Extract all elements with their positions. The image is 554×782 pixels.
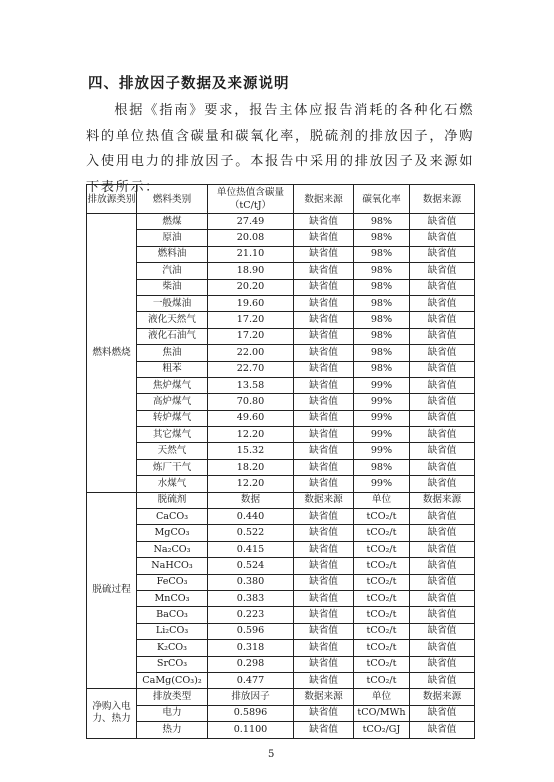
table-cell: 98% [354, 246, 410, 262]
emission-factor-table [86, 184, 475, 739]
table-cell: 98% [354, 459, 410, 475]
table-cell: 缺省值 [410, 427, 475, 443]
table-cell: 缺省值 [294, 607, 354, 623]
table-cell: 0.477 [208, 672, 294, 688]
desulf-row [87, 607, 475, 623]
table-cell: 0.1100 [208, 722, 294, 738]
power-subheader-row [87, 689, 475, 705]
fuel-row [87, 361, 475, 377]
table-cell: 缺省值 [410, 345, 475, 361]
table-cell: 缺省值 [410, 656, 475, 672]
table-cell: tCO₂/t [354, 541, 410, 557]
table-cell: 99% [354, 377, 410, 393]
table-cell: 99% [354, 476, 410, 492]
table-cell: 液化石油气 [137, 328, 208, 344]
table-cell: 缺省值 [294, 705, 354, 721]
table-cell: 99% [354, 427, 410, 443]
desulf-row [87, 623, 475, 639]
fuel-row [87, 476, 475, 492]
table-cell: 99% [354, 394, 410, 410]
subheader-cell: 脱硫剂 [137, 492, 208, 508]
table-cell: 49.60 [208, 410, 294, 426]
table-cell: 焦油 [137, 345, 208, 361]
table-cell: 0.5896 [208, 705, 294, 721]
table-cell: 17.20 [208, 328, 294, 344]
table-cell: 高炉煤气 [137, 394, 208, 410]
table-cell: 炼厂干气 [137, 459, 208, 475]
table-cell: 缺省值 [294, 558, 354, 574]
fuel-row [87, 312, 475, 328]
table-cell: 缺省值 [410, 361, 475, 377]
subheader-cell: 单位 [354, 492, 410, 508]
table-cell: FeCO₃ [137, 574, 208, 590]
table-cell: 燃料油 [137, 246, 208, 262]
table-cell: tCO₂/t [354, 525, 410, 541]
table-cell: 0.383 [208, 590, 294, 606]
table-cell: 缺省值 [410, 640, 475, 656]
table-cell: 天然气 [137, 443, 208, 459]
table-cell: 缺省值 [410, 574, 475, 590]
table-cell: 缺省值 [410, 230, 475, 246]
table-cell: 燃煤 [137, 214, 208, 230]
table-cell: 缺省值 [294, 295, 354, 311]
category-cell: 净购入电力、热力 [87, 689, 137, 738]
table-cell: 缺省值 [410, 672, 475, 688]
table-cell: 99% [354, 410, 410, 426]
table-cell: 缺省值 [410, 263, 475, 279]
table-cell: 12.20 [208, 476, 294, 492]
table-cell: 17.20 [208, 312, 294, 328]
fuel-row [87, 263, 475, 279]
table-cell: 20.08 [208, 230, 294, 246]
intro-paragraph-text: 根据《指南》要求，报告主体应报告消耗的各种化石燃料的单位热值含碳量和碳氧化率，脱硫剂的排放因子，净购入使用电力的排放因子。本报告中采用的排放因子及来源如下表所示： [86, 103, 474, 195]
power-row [87, 705, 475, 721]
table-cell: tCO₂/t [354, 656, 410, 672]
header-cell: 碳氧化率 [354, 185, 410, 214]
subheader-cell: 数据来源 [294, 492, 354, 508]
table-cell: 21.10 [208, 246, 294, 262]
desulf-row [87, 525, 475, 541]
table-cell: CaMg(CO₃)₂ [137, 672, 208, 688]
subheader-cell: 数据来源 [410, 492, 475, 508]
table-cell: tCO₂/t [354, 640, 410, 656]
table-cell: 其它煤气 [137, 427, 208, 443]
table-header-row [87, 185, 475, 214]
table-cell: 缺省值 [410, 214, 475, 230]
table-cell: 0.596 [208, 623, 294, 639]
category-cell: 脱硫过程 [87, 492, 137, 689]
header-cell: 排放源类别 [87, 185, 137, 214]
table-cell: 98% [354, 345, 410, 361]
table-cell: tCO₂/GJ [354, 722, 410, 738]
desulf-row [87, 590, 475, 606]
fuel-row [87, 443, 475, 459]
table-cell: 22.70 [208, 361, 294, 377]
table-cell: 缺省值 [410, 541, 475, 557]
fuel-row [87, 230, 475, 246]
table-cell: 焦炉煤气 [137, 377, 208, 393]
fuel-row [87, 410, 475, 426]
desulf-row [87, 509, 475, 525]
table-cell: 缺省值 [294, 230, 354, 246]
table-cell: 缺省值 [410, 328, 475, 344]
desulf-subheader-row [87, 492, 475, 508]
subheader-cell: 数据 [208, 492, 294, 508]
table-cell: 0.415 [208, 541, 294, 557]
fuel-row [87, 377, 475, 393]
table-cell: 缺省值 [410, 722, 475, 738]
table-cell: 缺省值 [294, 541, 354, 557]
table-cell: 15.32 [208, 443, 294, 459]
table-cell: K₂CO₃ [137, 640, 208, 656]
table-cell: 缺省值 [294, 214, 354, 230]
desulf-row [87, 656, 475, 672]
fuel-row [87, 328, 475, 344]
table-cell: 缺省值 [410, 459, 475, 475]
desulf-row [87, 640, 475, 656]
fuel-row [87, 345, 475, 361]
desulf-row [87, 558, 475, 574]
table-cell: 缺省值 [294, 722, 354, 738]
table-cell: 22.00 [208, 345, 294, 361]
table-cell: 19.60 [208, 295, 294, 311]
table-cell: 0.318 [208, 640, 294, 656]
table-cell: 0.524 [208, 558, 294, 574]
desulf-row [87, 672, 475, 688]
table-cell: 缺省值 [294, 328, 354, 344]
table-cell: 缺省值 [294, 312, 354, 328]
fuel-row [87, 427, 475, 443]
table-cell: MgCO₃ [137, 525, 208, 541]
table-cell: 缺省值 [410, 394, 475, 410]
table-cell: 12.20 [208, 427, 294, 443]
table-cell: tCO₂/t [354, 607, 410, 623]
table-cell: 0.223 [208, 607, 294, 623]
table-cell: tCO₂/t [354, 590, 410, 606]
category-cell: 燃料燃烧 [87, 214, 137, 493]
table-cell: 缺省值 [294, 246, 354, 262]
table-cell: 缺省值 [294, 279, 354, 295]
table-cell: tCO₂/t [354, 574, 410, 590]
table-cell: 缺省值 [410, 590, 475, 606]
table-cell: 缺省值 [410, 558, 475, 574]
table-cell: 缺省值 [410, 279, 475, 295]
table-cell: 27.49 [208, 214, 294, 230]
table-cell: 98% [354, 312, 410, 328]
table-cell: 缺省值 [294, 361, 354, 377]
table-cell: 缺省值 [410, 509, 475, 525]
table-cell: 缺省值 [294, 377, 354, 393]
header-cell: 数据来源 [410, 185, 475, 214]
header-cell: 燃料类别 [137, 185, 208, 214]
table-cell: 缺省值 [410, 705, 475, 721]
fuel-row [87, 394, 475, 410]
table-cell: 70.80 [208, 394, 294, 410]
table-cell: Li₂CO₃ [137, 623, 208, 639]
table-cell: 缺省值 [294, 427, 354, 443]
fuel-row [87, 246, 475, 262]
table-cell: 水煤气 [137, 476, 208, 492]
table-cell: Na₂CO₃ [137, 541, 208, 557]
table-cell: 20.20 [208, 279, 294, 295]
table-cell: 缺省值 [294, 263, 354, 279]
table-cell: 缺省值 [294, 640, 354, 656]
table-cell: 缺省值 [410, 377, 475, 393]
table-cell: 缺省值 [294, 410, 354, 426]
table-cell: 0.298 [208, 656, 294, 672]
page-number: 5 [268, 749, 275, 760]
table-cell: 缺省值 [294, 345, 354, 361]
table-cell: 98% [354, 361, 410, 377]
table-cell: 98% [354, 295, 410, 311]
power-row [87, 722, 475, 738]
table-cell: tCO₂/t [354, 558, 410, 574]
table-cell: 缺省值 [410, 525, 475, 541]
table-cell: 缺省值 [294, 623, 354, 639]
table-cell: 热力 [137, 722, 208, 738]
subheader-cell: 数据来源 [410, 689, 475, 705]
table-cell: 缺省值 [294, 394, 354, 410]
fuel-row [87, 214, 475, 230]
table-cell: 缺省值 [294, 525, 354, 541]
table-cell: SrCO₃ [137, 656, 208, 672]
table-cell: 缺省值 [410, 246, 475, 262]
table-cell: 柴油 [137, 279, 208, 295]
table-cell: 缺省值 [294, 656, 354, 672]
fuel-row [87, 459, 475, 475]
table-cell: 缺省值 [294, 443, 354, 459]
table-cell: 缺省值 [410, 607, 475, 623]
table-cell: 缺省值 [294, 672, 354, 688]
table-cell: 缺省值 [410, 312, 475, 328]
table-cell: 原油 [137, 230, 208, 246]
table-cell: 汽油 [137, 263, 208, 279]
subheader-cell: 单位 [354, 689, 410, 705]
table-cell: 98% [354, 328, 410, 344]
table-cell: 粗苯 [137, 361, 208, 377]
header-cell: 单位热值含碳量（tC/tJ） [208, 185, 294, 214]
section-heading: 四、排放因子数据及来源说明 [88, 76, 290, 92]
table-cell: 缺省值 [294, 509, 354, 525]
fuel-row [87, 295, 475, 311]
table-cell: 0.380 [208, 574, 294, 590]
table-cell: 缺省值 [294, 574, 354, 590]
table-cell: BaCO₃ [137, 607, 208, 623]
table-cell: 98% [354, 279, 410, 295]
subheader-cell: 排放因子 [208, 689, 294, 705]
table-cell: 0.522 [208, 525, 294, 541]
table-cell: 缺省值 [410, 443, 475, 459]
table-cell: 缺省值 [410, 295, 475, 311]
table-cell: 缺省值 [294, 590, 354, 606]
table-cell: MnCO₃ [137, 590, 208, 606]
table-cell: 98% [354, 214, 410, 230]
table-cell: tCO/MWh [354, 705, 410, 721]
desulf-row [87, 574, 475, 590]
table-cell: 99% [354, 443, 410, 459]
table-cell: 一般煤油 [137, 295, 208, 311]
table-cell: 缺省值 [294, 459, 354, 475]
table-cell: tCO₂/t [354, 509, 410, 525]
header-cell: 数据来源 [294, 185, 354, 214]
table-cell: CaCO₃ [137, 509, 208, 525]
subheader-cell: 排放类型 [137, 689, 208, 705]
table-cell: 13.58 [208, 377, 294, 393]
table-cell: NaHCO₃ [137, 558, 208, 574]
table-cell: 液化天然气 [137, 312, 208, 328]
table-cell: 电力 [137, 705, 208, 721]
table-cell: 转炉煤气 [137, 410, 208, 426]
table-cell: tCO₂/t [354, 623, 410, 639]
fuel-row [87, 279, 475, 295]
table-cell: tCO₂/t [354, 672, 410, 688]
table-cell: 缺省值 [410, 410, 475, 426]
table-cell: 缺省值 [410, 476, 475, 492]
table-cell: 0.440 [208, 509, 294, 525]
table-cell: 18.20 [208, 459, 294, 475]
table-cell: 缺省值 [410, 623, 475, 639]
table-cell: 98% [354, 263, 410, 279]
table-cell: 18.90 [208, 263, 294, 279]
desulf-row [87, 541, 475, 557]
subheader-cell: 数据来源 [294, 689, 354, 705]
table-cell: 缺省值 [294, 476, 354, 492]
table-cell: 98% [354, 230, 410, 246]
